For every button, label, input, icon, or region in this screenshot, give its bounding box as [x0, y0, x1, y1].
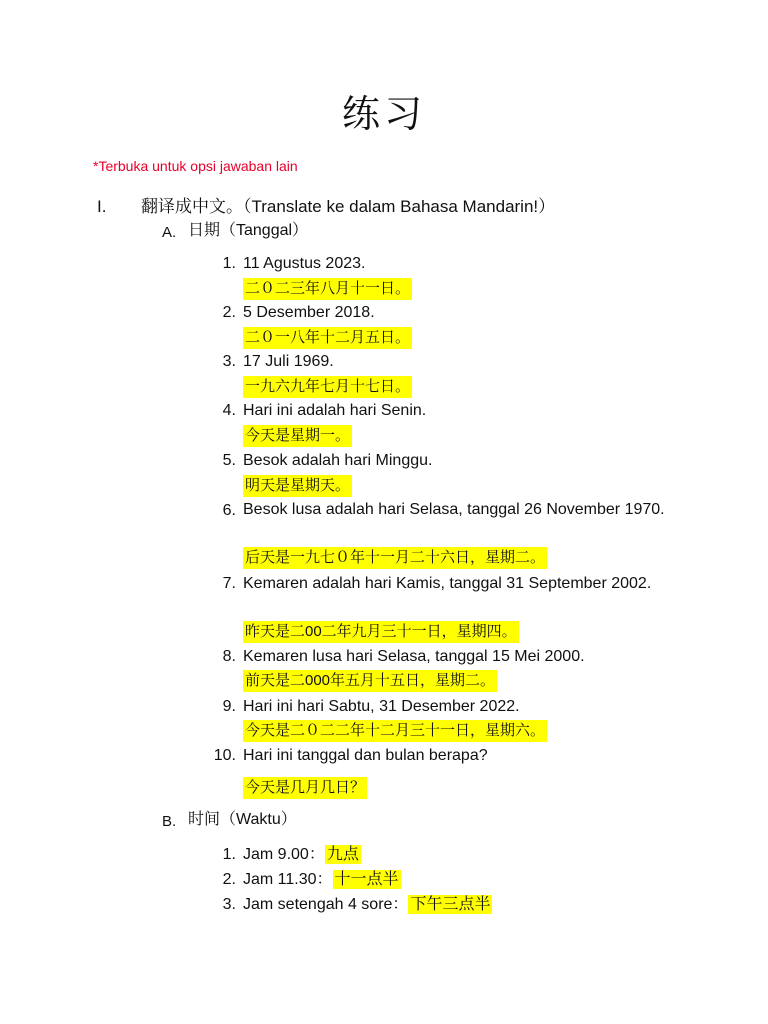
- answer-highlight: 今天是二０二二年十二月三十一日，星期六。: [243, 720, 547, 742]
- question-text: Jam 9.00：: [243, 846, 325, 863]
- time-item: [243, 869, 401, 891]
- answer-highlight: 昨天是二00二年九月三十一日，星期四。: [243, 621, 519, 643]
- item-number: 3.: [222, 896, 236, 913]
- subsection-b-letter: B.: [162, 813, 177, 830]
- answer-highlight: 一九六九年七月十七日。: [243, 376, 412, 398]
- time-item: [243, 894, 492, 916]
- note-text: *Terbuka untuk opsi jawaban lain: [93, 158, 298, 174]
- answer-highlight: 今天是几月几日？: [243, 777, 367, 799]
- answer-highlight: 二０二三年八月十一日。: [243, 278, 412, 300]
- question-text: Jam 11.30：: [243, 871, 333, 888]
- time-item: [243, 844, 361, 866]
- question-text: Besok lusa adalah hari Selasa, tanggal 26 November 1970.: [243, 501, 665, 518]
- question-text: Hari ini hari Sabtu, 31 Desember 2022.: [243, 698, 520, 715]
- item-number: 4.: [222, 402, 236, 419]
- item-number: 1.: [222, 255, 236, 272]
- item-number: 2.: [222, 304, 236, 321]
- answer-highlight: 九点: [326, 846, 359, 863]
- section-title: 翻译成中文。（Translate ke dalam Bahasa Mandarin!）: [141, 197, 556, 216]
- answer-highlight: 十一点半: [334, 871, 399, 888]
- answer-highlight: 下午三点半: [410, 896, 491, 913]
- answer-highlight: 后天是一九七０年十一月二十六日，星期二。: [243, 547, 547, 569]
- item-number: 1.: [222, 846, 236, 863]
- question-text: Hari ini adalah hari Senin.: [243, 402, 427, 419]
- answer-highlight: 前天是二000年五月十五日，星期二。: [243, 670, 497, 692]
- question-text: Kemaren adalah hari Kamis, tanggal 31 September 2002.: [243, 575, 652, 592]
- item-number: 3.: [222, 353, 236, 370]
- question-text: 5 Desember 2018.: [243, 304, 375, 321]
- question-text: Besok adalah hari Minggu.: [243, 452, 433, 469]
- section-number: I.: [97, 197, 107, 216]
- item-number: 9.: [222, 698, 236, 715]
- answer-highlight: 明天是星期天。: [243, 475, 352, 497]
- item-number: 2.: [222, 871, 236, 888]
- item-number: 10.: [213, 747, 236, 764]
- item-number: 8.: [222, 648, 236, 665]
- item-number: 6.: [222, 502, 236, 519]
- question-text: 11 Agustus 2023.: [243, 255, 366, 272]
- question-text: Kemaren lusa hari Selasa, tanggal 15 Mei 2000.: [243, 648, 585, 665]
- item-number: 7.: [222, 575, 236, 592]
- question-text: Hari ini tanggal dan bulan berapa?: [243, 747, 488, 764]
- page-title: 练习: [341, 92, 426, 136]
- question-text: Jam setengah 4 sore：: [243, 896, 409, 913]
- item-number: 5.: [222, 452, 236, 469]
- answer-highlight: 今天是星期一。: [243, 425, 352, 447]
- subsection-a-title: 日期（Tanggal）: [188, 222, 309, 239]
- subsection-a-letter: A.: [162, 224, 177, 241]
- subsection-b-title: 时间（Waktu）: [188, 811, 297, 828]
- answer-highlight: 二０一八年十二月五日。: [243, 327, 412, 349]
- question-text: 17 Juli 1969.: [243, 353, 334, 370]
